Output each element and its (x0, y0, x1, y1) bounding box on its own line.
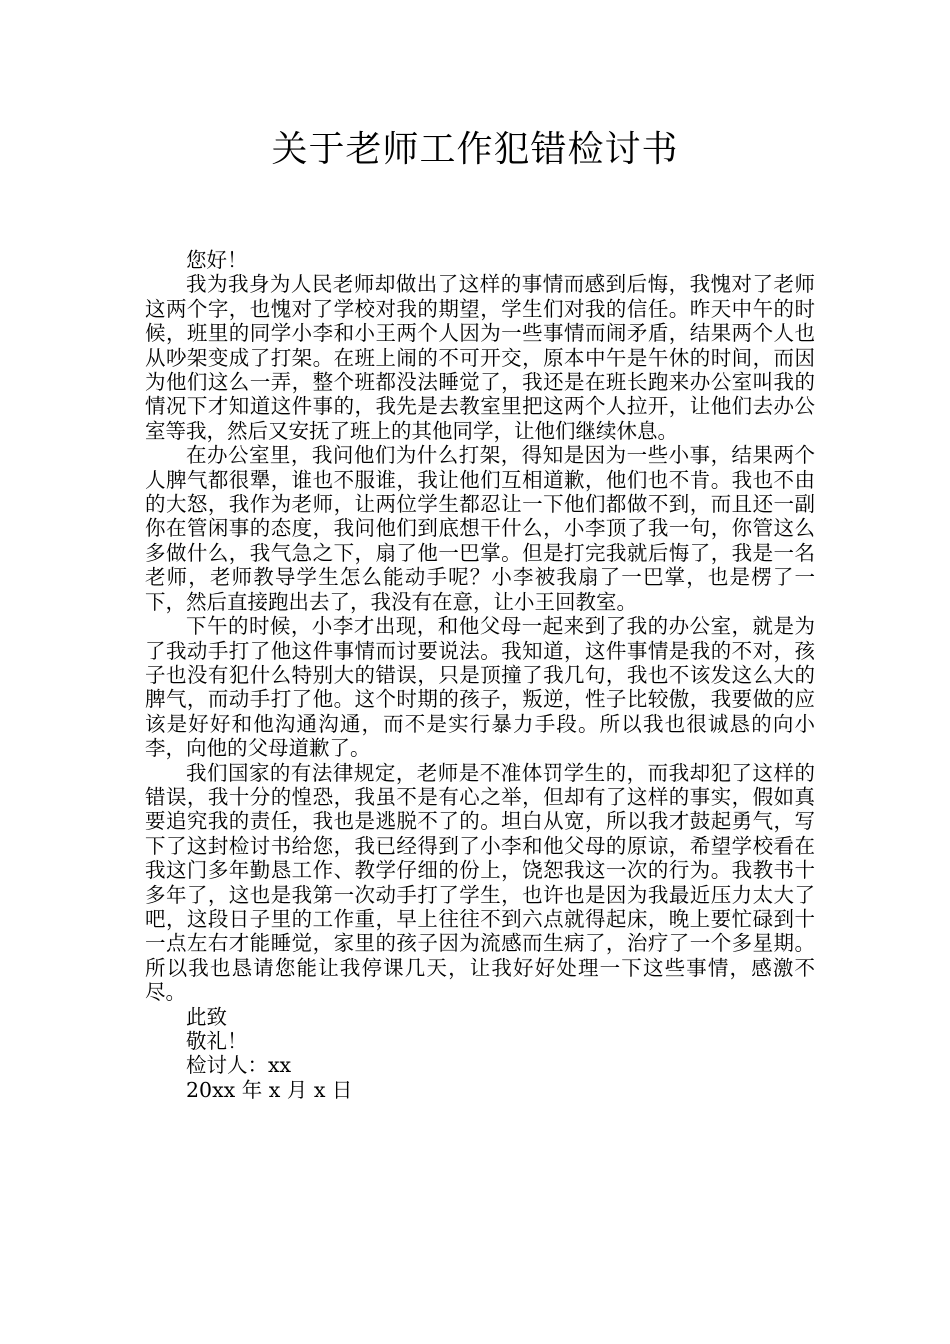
salutation: 您好！ (186, 248, 248, 272)
closing-line-1: 此致 (186, 1004, 227, 1029)
date-line: 20xx 年 x 月 x 日 (186, 1077, 353, 1102)
paragraph-4: 我们国家的有法律规定，老师是不准体罚学生的，而我却犯了这样的错误，我十分的惶恐，我虽不是有心之举，但却有了这样的事实，假如真要追究我的责任，我也是逃脱不了的。坦白从宽，所以我才鼓起勇气，写下了这封检讨书给您，我已经得到了小李和他父母的原谅，希望学校看在我这门多年勤恳工作、教学仔细的份上，饶恕我这一次的行为。我教书十多年了，这也是我第一次动手打了学生，也许也是因为我最近压力太大了吧，这段日子里的工作重，早上往往不到六点就得起床，晚上要忙碌到十一点左右才能睡觉，家里的孩子因为流感而生病了，治疗了一个多星期。所以我也恳请您能让我停课几天，让我好好处理一下这些事情，感激不尽。 (145, 760, 815, 1005)
paragraph-3: 下午的时候，小李才出现，和他父母一起来到了我的办公室，就是为了我动手打了他这件事情而讨要说法。我知道，这件事情是我的不对，孩子也没有犯什么特别大的错误，只是顶撞了我几句，我也不该发这么大的脾气，而动手打了他。这个时期的孩子，叛逆，性子比较傲，我要做的应该是好好和他沟通沟通，而不是实行暴力手段。所以我也很诚恳的向小李，向他的父母道歉了。 (145, 614, 815, 761)
document-body (145, 248, 815, 1102)
paragraph-2: 在办公室里，我问他们为什么打架，得知是因为一些小事，结果两个人脾气都很犟，谁也不服谁，我让他们互相道歉，他们也不肯。我也不由的大怒，我作为老师，让两位学生都忍让一下他们都做不到，而且还一副你在管闲事的态度，我问他们到底想干什么，小李顶了我一句，你管这么多做什么，我气急之下，扇了他一巴掌。但是打完我就后悔了，我是一名老师，老师教导学生怎么能动手呢？小李被我扇了一巴掌，也是楞了一下，然后直接跑出去了，我没有在意，让小王回教室。 (145, 443, 815, 614)
signature: 检讨人：xx (186, 1053, 292, 1078)
closing-line-2: 敬礼！ (186, 1029, 248, 1053)
paragraph-1: 我为我身为人民老师却做出了这样的事情而感到后悔，我愧对了老师这两个字，也愧对了学校对我的期望，学生们对我的信任。昨天中午的时候，班里的同学小李和小王两个人因为一些事情而闹矛盾，结果两个人也从吵架变成了打架。在班上闹的不可开交，原本中午是午休的时间，而因为他们这么一弄，整个班都没法睡觉了，我还是在班长跑来办公室叫我的情况下才知道这件事的，我先是去教室里把这两个人拉开，让他们去办公室等我，然后又安抚了班上的其他同学，让他们继续休息。 (145, 272, 815, 443)
document-title: 关于老师工作犯错检讨书 (271, 129, 679, 170)
